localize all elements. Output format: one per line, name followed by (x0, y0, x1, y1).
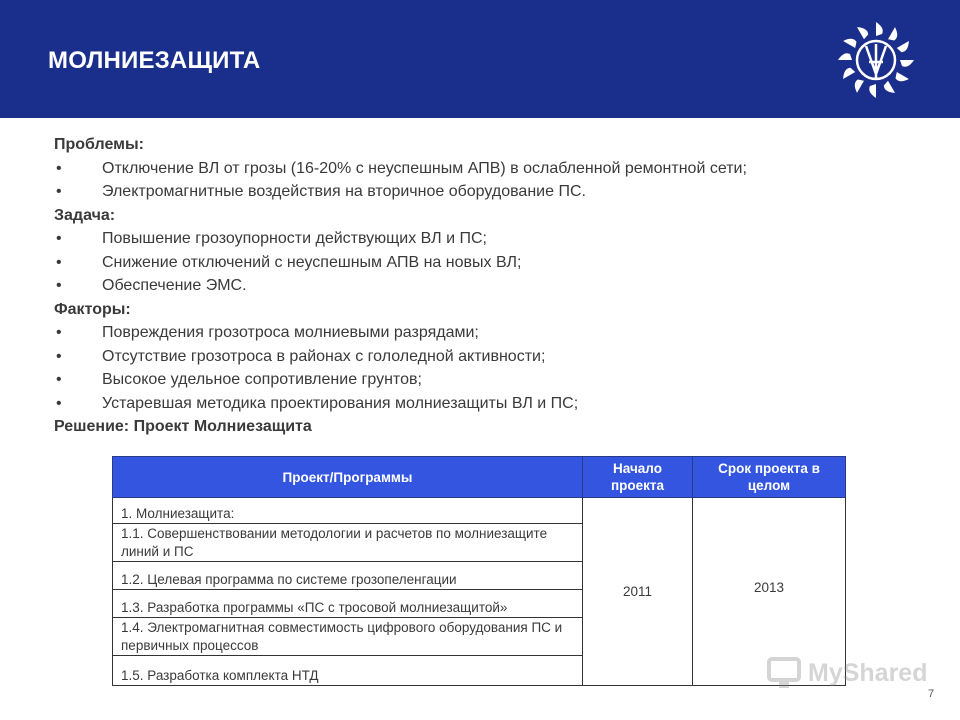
table-row (113, 498, 846, 524)
bullet-icon: • (56, 347, 62, 365)
task-heading: Задача: (54, 206, 116, 224)
column-header-duration: Срок проекта в целом (693, 457, 846, 498)
end-year-cell: 2013 (693, 498, 846, 686)
bullet-icon: • (56, 183, 62, 200)
list-item-text: Устаревшая методика проектирования молниезащиты ВЛ и ПС; (102, 394, 579, 412)
bullet-icon: • (56, 394, 62, 412)
list-item (54, 392, 934, 416)
monitor-icon (766, 656, 802, 690)
table-cell: 1.4. Электромагнитная совместимость цифрового оборудования ПС и первичных процессов (113, 618, 583, 656)
list-item (54, 345, 934, 369)
factors-heading: Факторы: (54, 300, 131, 318)
bullet-icon: • (56, 159, 62, 177)
list-item-text: Повреждения грозотроса молниевыми разрядами; (102, 324, 479, 341)
content-body (54, 133, 934, 439)
list-item (54, 321, 934, 345)
watermark (766, 656, 926, 692)
bullet-icon: • (56, 371, 62, 388)
list-item-text: Снижение отключений с неуспешным АПВ на новых ВЛ; (102, 253, 522, 271)
list-item-text: Отключение ВЛ от грозы (16-20% с неуспешным АПВ) в ослабленной ремонтной сети; (102, 159, 747, 177)
column-header-projects: Проект/Программы (113, 457, 583, 498)
column-header-start: Начало проекта (583, 457, 693, 498)
list-item (54, 227, 934, 251)
list-item (54, 274, 934, 298)
start-year-cell: 2011 (583, 498, 693, 686)
table-header-row (113, 457, 846, 498)
list-item (54, 180, 934, 204)
table-cell: 1.3. Разработка программы «ПС с тросовой молниезащитой» (113, 590, 583, 618)
problems-heading: Проблемы: (54, 136, 144, 153)
page-number: 7 (928, 688, 935, 700)
projects-table (112, 456, 846, 686)
bullet-icon: • (56, 230, 62, 247)
company-logo-icon (836, 20, 916, 100)
table-cell: 1. Молниезащита: (113, 498, 583, 524)
table-cell: 1.2. Целевая программа по системе грозопеленгации (113, 562, 583, 590)
list-item-text: Электромагнитные воздействия на вторичное оборудование ПС. (102, 183, 586, 200)
bullet-icon: • (56, 324, 62, 341)
header-bar (0, 0, 960, 118)
bullet-icon: • (56, 277, 62, 294)
list-item-text: Повышение грозоупорности действующих ВЛ и ПС; (102, 230, 487, 247)
table-cell: 1.5. Разработка комплекта НТД (113, 656, 583, 686)
bullet-icon: • (56, 253, 62, 271)
watermark-text: MyShared (808, 659, 928, 687)
list-item-text: Отсутствие грозотроса в районах с гололедной активности; (102, 347, 546, 365)
table-cell: 1.1. Совершенствовании методологии и расчетов по молниезащите линий и ПС (113, 524, 583, 562)
list-item (54, 157, 934, 181)
list-item-text: Обеспечение ЭМС. (102, 277, 247, 294)
list-item (54, 251, 934, 275)
solution-heading: Решение: Проект Молниезащита (54, 418, 312, 435)
list-item-text: Высокое удельное сопротивление грунтов; (102, 371, 422, 388)
list-item (54, 368, 934, 392)
page-title: МОЛНИЕЗАЩИТА (48, 47, 261, 74)
